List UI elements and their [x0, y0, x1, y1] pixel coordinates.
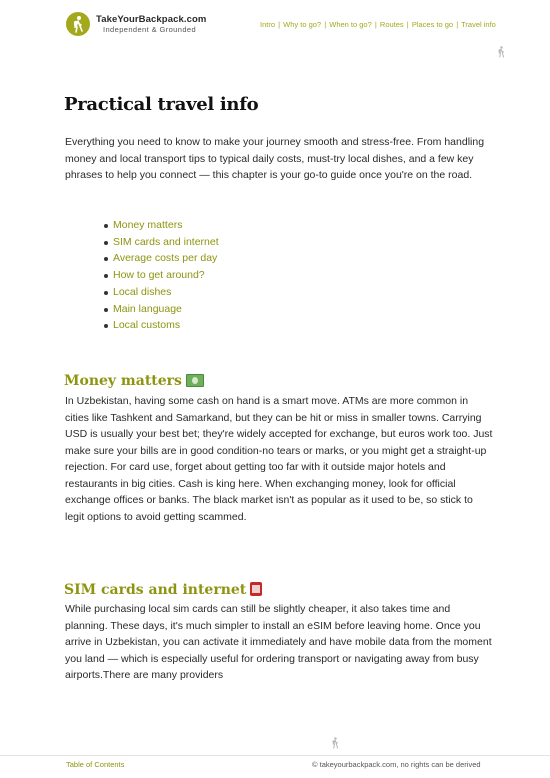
nav-item-travel-info[interactable]: Travel info [461, 20, 496, 29]
page-header [0, 0, 550, 50]
nav-separator: | [456, 20, 459, 29]
section-heading-sim-text: SIM cards and internet [64, 582, 247, 598]
hiker-icon [496, 46, 506, 58]
toc-link-money-matters[interactable]: Money matters [104, 217, 219, 234]
table-of-contents-link[interactable]: Table of Contents [66, 760, 125, 769]
nav-item-routes[interactable]: Routes [379, 20, 404, 29]
money-paragraph: In Uzbekistan, having some cash on hand is a smart move. ATMs are more common in cities like Tashkent and Samarkand, but they can be hit or miss in smaller towns. Carrying USD is usually your best bet; they're widely accepted for exchange, but euros work too. Just make sure your bills are in good condition-no tears or marks, or you might get a straight-up rejection. For card use, forget about getting too far with it outside major hotels and restaurants in big cities. Cash is king here. When exchanging money, look for official exchange offices or banks. The black market isn't as popular as it used to be, so stick to legit options to avoid getting scammed. [65, 395, 493, 523]
brand-name[interactable]: TakeYourBackpack.com [96, 14, 207, 25]
sim-paragraph: While purchasing local sim cards can still be slightly cheaper, it also takes time and planning. These days, it's much simpler to install an eSIM before leaving home. Once you arrive in Uzbekistan, you can activate it immediately and have mobile data from the moment you land — which is especially useful for ordering transport or navigating away from busy airports.There are many providers [65, 603, 492, 681]
dollar-banknote-icon [186, 374, 204, 387]
nav-item-intro[interactable]: Intro [260, 20, 276, 29]
footer-divider [0, 755, 550, 756]
brand-tagline: Independent & Grounded [103, 25, 197, 34]
page-title: Practical travel info [64, 94, 259, 115]
chapter-contents-list [104, 217, 219, 334]
toc-link-average-costs[interactable]: Average costs per day [104, 250, 219, 267]
toc-link-main-language[interactable]: Main language [104, 301, 219, 318]
toc-link-getting-around[interactable]: How to get around? [104, 267, 219, 284]
section-heading-money [64, 373, 204, 389]
toc-link-sim-cards[interactable]: SIM cards and internet [104, 234, 219, 251]
toc-link-local-dishes[interactable]: Local dishes [104, 284, 219, 301]
nav-separator: | [406, 20, 409, 29]
nav-item-why-to-go[interactable]: Why to go? [283, 20, 322, 29]
nav-separator: | [278, 20, 281, 29]
section-heading-sim [64, 582, 262, 598]
backpacker-logo-icon[interactable] [66, 12, 90, 36]
section-heading-money-text: Money matters [64, 373, 182, 389]
top-navigation [260, 20, 496, 29]
toc-link-local-customs[interactable]: Local customs [104, 317, 219, 334]
nav-item-places-to-go[interactable]: Places to go [411, 20, 454, 29]
hiker-icon [330, 737, 340, 749]
sim-card-icon [250, 582, 262, 596]
nav-item-when-to-go[interactable]: When to go? [329, 20, 372, 29]
copyright-notice: © takeyourbackpack.com, no rights can be derived [312, 760, 481, 769]
nav-separator: | [324, 20, 327, 29]
intro-paragraph: Everything you need to know to make your journey smooth and stress-free. From handling money and local transport tips to typical daily costs, must-try local dishes, and a few key phrases to help you connect — this chapter is your go-to guide once you're on the road. [65, 136, 485, 181]
nav-separator: | [374, 20, 377, 29]
